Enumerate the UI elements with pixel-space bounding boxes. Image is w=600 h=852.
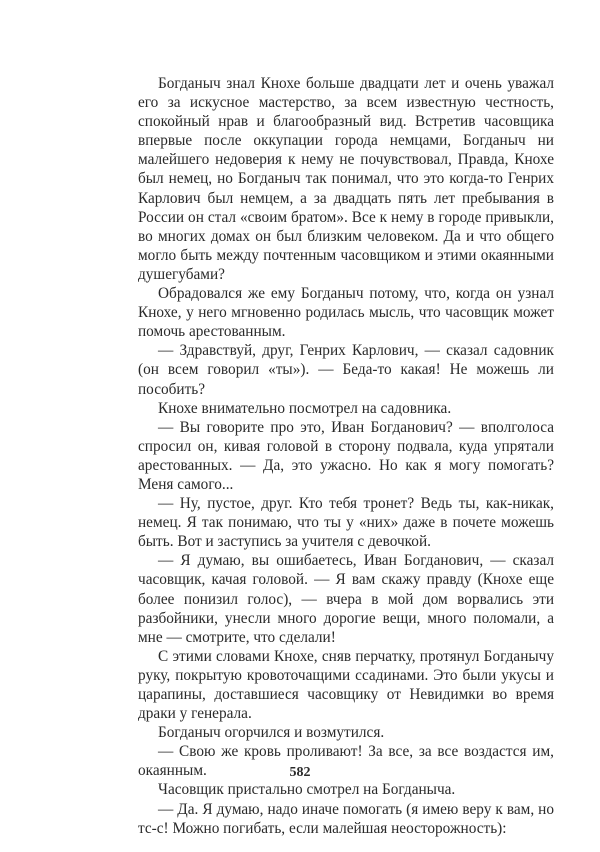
page-text — [138, 74, 554, 838]
paragraph: — Я думаю, вы ошибаетесь, Иван Богданович, — сказал часовщик, качая головой. — Я вам скажу правду (Кнохе еще более понизил голос), — вчера в мой дом ворвались эти разбойники, унесли много дорогие вещи, много поломали, а мне — смотрите, что сделали! — [138, 552, 554, 646]
page-number: 582 — [289, 765, 311, 780]
paragraph: Обрадовался же ему Богданыч потому, что, когда он узнал Кнохе, у него мгновенно родилась мысль, что часовщик может помочь арестованным. — [138, 285, 554, 341]
paragraph: Богданыч огорчился и возмутился. — [158, 724, 385, 742]
paragraph: — Вы говорите про это, Иван Богданович? — вполголоса спросил он, кивая головой в сторону подвала, куда упрятали арестованных. — Да, это ужасно. Но как я могу помогать? Меня самого... — [138, 418, 554, 493]
paragraph: Богданыч знал Кнохе больше двадцати лет и очень уважал его за искусное мастерство, за всем известную честность, спокойный нрав и благообразный вид. Встретив часовщика впервые после оккупации города немцами, Богданыч ни малейшего недоверия к нему не почувствовал, Правда, Кнохе был немец, но Богданыч так понимал, что это когда-то Генрих Карлович был немцем, а за двадцать пять лет пребывания в России он стал «своим братом». Все к нему в городе привыкли, во многих домах он был близким человеком. Да и что общего могло быть между почтенным часовщиком и этими окаянными душегубами? — [138, 75, 554, 283]
paragraph: — Да. Я думаю, надо иначе помогать (я имею веру к вам, но тс-с! Можно погибать, если малейшая неосторожность): — [138, 800, 554, 837]
paragraph: — Здравствуй, друг, Генрих Карлович, — сказал садовник (он всем говорил «ты»). — Беда-то какая! Не можешь ли пособить? — [138, 342, 554, 398]
paragraph: — Ну, пустое, друг. Кто тебя тронет? Ведь ты, как-никак, немец. Я так понимаю, что ты у «них» даже в почете можешь быть. Вот и заступись за учителя с девочкой. — [138, 495, 554, 551]
paragraph: — Свою же кровь проливают! За все, за все воздастся им, окаянным. — [138, 743, 554, 780]
paragraph: Часовщик пристально смотрел на Богданыча. — [158, 781, 456, 799]
paragraph: Кнохе внимательно посмотрел на садовника. — [158, 399, 452, 417]
paragraph: С этими словами Кнохе, сняв перчатку, протянул Богданычу руку, покрытую кровоточащими ссадинами. Это были укусы и царапины, доставшиеся часовщику от Невидимки во время драки у генерала. — [138, 647, 554, 723]
